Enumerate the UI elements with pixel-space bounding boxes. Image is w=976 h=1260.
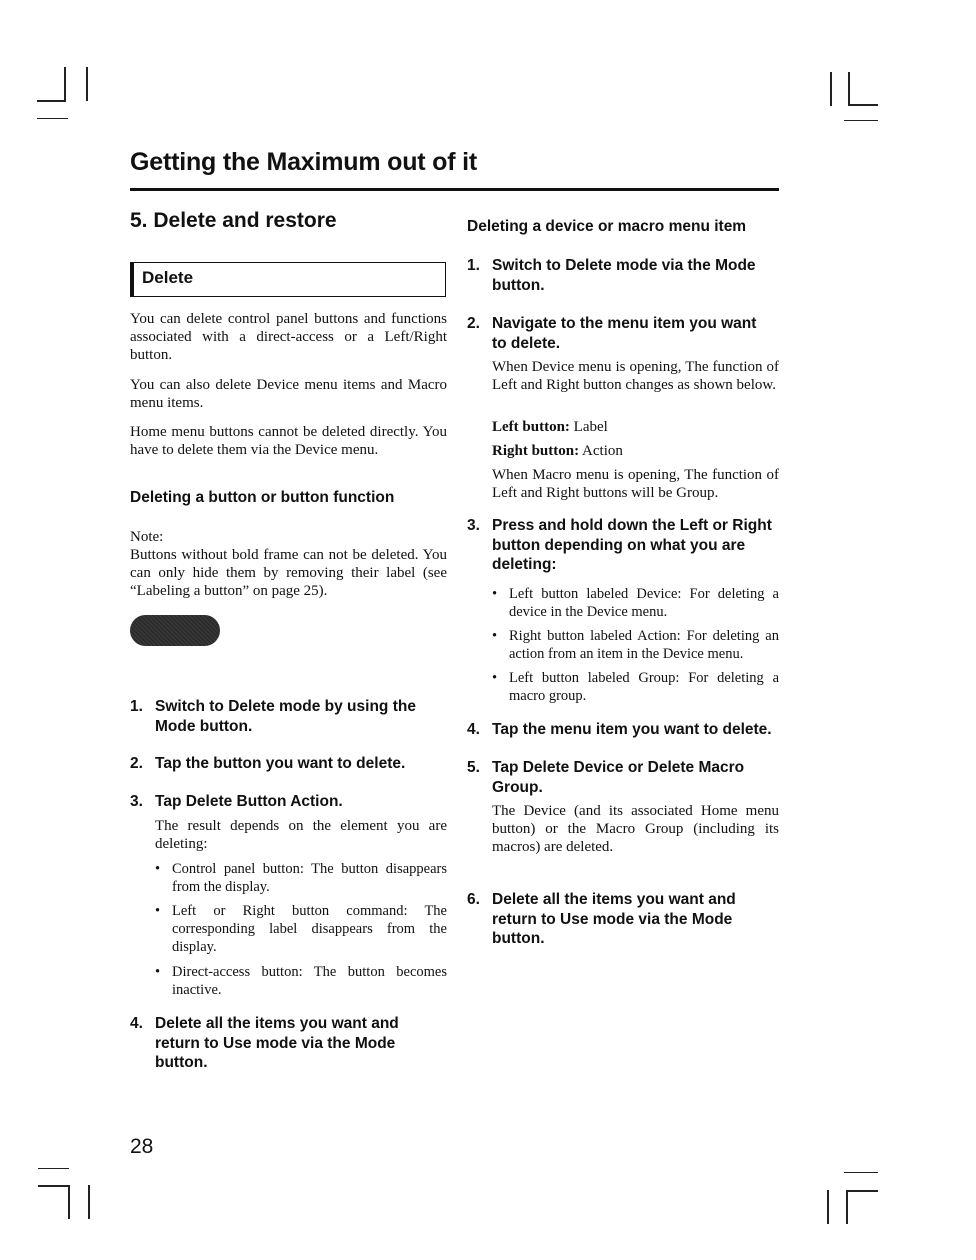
bullet-text: Left button labeled Group: For deleting a macro group. [509,670,779,704]
step-number: 2. [467,315,480,332]
left-button-value: Label [573,419,608,435]
right-button-label: Right button: [492,443,580,459]
crop-mark [846,1190,848,1224]
intro-paragraph-3: Home menu buttons cannot be deleted directly. You have to delete them via the Device menu. [130,424,447,458]
left-step-2 [130,754,447,774]
right-button-function [492,442,779,460]
crop-mark [38,1185,69,1187]
step-text: Tap Delete Device or Delete Macro Group. [492,759,745,796]
step-text: Delete all the items you want and return to Use mode via the Mode button. [155,1015,399,1071]
crop-mark [844,1172,878,1173]
intro-paragraph-2: You can also delete Device menu items and Macro menu items. [130,377,447,411]
left-button-function [492,418,779,436]
step-number: 3. [130,793,143,810]
subhead-button-function: Deleting a button or button function [130,489,395,506]
crop-mark [68,1185,70,1219]
right-button-value: Action [582,443,623,459]
step-text: Tap Delete Button Action. [155,793,343,810]
crop-mark [37,100,66,102]
list-item: • Left button labeled Group: For deleting a macro group. [492,670,779,704]
heading-bar [131,263,134,297]
step-number: 1. [130,698,143,715]
step-text: Tap the button you want to delete. [155,755,406,772]
right-step-6 [467,890,779,950]
intro-paragraph-1: You can delete control panel buttons and functions associated with a direct-access or a Left/Right button. [130,311,447,363]
crop-mark [830,72,832,106]
left-step-1 [130,697,447,737]
note-text: Buttons without bold frame can not be deleted. You can only hide them by removing their label (see “Labeling a button” on page 25). [130,547,447,599]
crop-mark [827,1190,829,1224]
step-number: 4. [467,721,480,738]
crop-mark [38,1168,69,1169]
chapter-title: Getting the Maximum out of it [130,148,477,176]
left-step-4 [130,1014,447,1074]
step-number: 6. [467,891,480,908]
crop-mark [848,104,878,106]
right-step-5 [467,758,779,798]
setup-mode-icon [130,615,220,646]
list-item: • Direct-access button: The button becomes inactive. [155,964,447,998]
left-step-3 [130,792,447,812]
bullet-text: Control panel button: The button disappears from the display. [172,861,447,895]
step5-description: The Device (and its associated Home menu button) or the Macro Group (including its macros) are deleted. [492,803,779,855]
crop-mark [844,120,878,121]
right-step-1 [467,256,779,296]
step2-description: When Device menu is opening, The function of Left and Right button changes as shown below. [492,359,779,393]
right-step-4 [467,720,779,740]
step-number: 2. [130,755,143,772]
right-step-3 [467,516,779,576]
step-number: 3. [467,517,480,534]
bullet-text: Right button labeled Action: For deleting an action from an item in the Device menu. [509,628,779,662]
note-label: Note: [130,529,164,545]
crop-mark [37,118,68,119]
step-text: Navigate to the menu item you want to delete. [492,315,757,352]
chapter-rule [130,188,779,191]
bullet-text: Left or Right button command: The corresponding label disappears from the display. [172,903,447,955]
bullet-text: Left button labeled Device: For deleting a device in the Device menu. [509,586,779,620]
list-item: • Right button labeled Action: For deleting an action from an item in the Device menu. [492,628,779,662]
crop-mark [86,67,88,101]
left-button-label: Left button: [492,419,570,435]
step-number: 1. [467,257,480,274]
step-number: 5. [467,759,480,776]
crop-mark [64,67,66,101]
bullet-text: Direct-access button: The button becomes inactive. [172,964,447,998]
step2-macro-note: When Macro menu is opening, The function of Left and Right buttons will be Group. [492,467,779,501]
section-title: 5. Delete and restore [130,209,337,232]
step-text: Delete all the items you want and return to Use mode via the Mode button. [492,891,736,947]
step-text: Press and hold down the Left or Right button depending on what you are deleting: [492,517,772,573]
list-item: • Left or Right button command: The corresponding label disappears from the display. [155,903,447,955]
subhead-menu-item: Deleting a device or macro menu item [467,218,747,235]
step-number: 4. [130,1015,143,1032]
list-item: • Control panel button: The button disappears from the display. [155,861,447,895]
crop-mark [848,72,850,106]
step-text: Switch to Delete mode via the Mode button. [492,257,756,294]
step-text: Switch to Delete mode by using the Mode button. [155,698,416,735]
delete-heading-box [130,262,446,297]
list-item: • Left button labeled Device: For deleting a device in the Device menu. [492,586,779,620]
step3-description: The result depends on the element you are deleting: [155,818,447,852]
delete-heading: Delete [142,268,194,287]
crop-mark [846,1190,878,1192]
step-text: Tap the menu item you want to delete. [492,721,772,738]
right-step-2 [467,314,779,354]
page-number: 28 [130,1135,154,1158]
crop-mark [88,1185,90,1219]
